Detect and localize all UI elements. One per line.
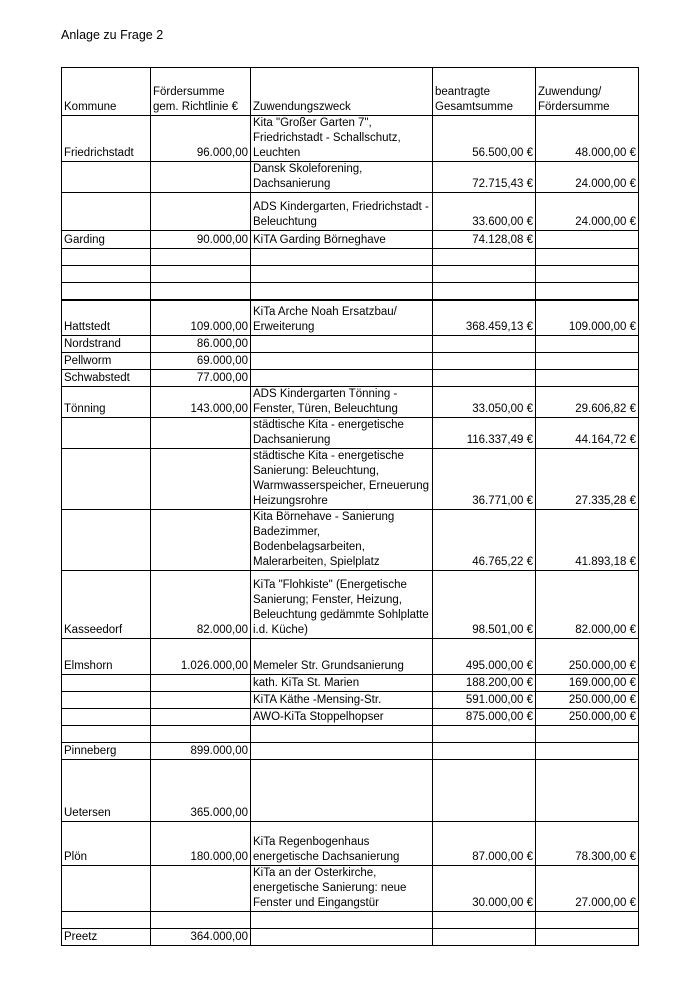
zuwendung-cell: 27.000,00 €	[536, 866, 639, 912]
table-row	[62, 336, 639, 353]
kommune-cell: Pellworm	[62, 353, 151, 370]
table-row	[62, 929, 639, 946]
table-header-row	[62, 68, 639, 116]
kommune-cell	[62, 418, 151, 449]
beantragte-summe-cell: 74.128,08 €	[433, 231, 536, 249]
header-zuwendung: Zuwendung/ Fördersumme	[536, 68, 639, 116]
beantragte-summe-cell: 368.459,13 €	[433, 300, 536, 336]
zuwendung-cell: 24.000,00 €	[536, 162, 639, 193]
table-row	[62, 370, 639, 387]
kommune-cell: Hattstedt	[62, 300, 151, 336]
zuwendung-cell	[536, 370, 639, 387]
zuwendung-cell: 82.000,00 €	[536, 571, 639, 639]
table-row	[62, 449, 639, 510]
kommune-cell	[62, 266, 151, 283]
header-zuwendungszweck: Zuwendungszweck	[251, 68, 433, 116]
foerdersumme-cell	[151, 675, 251, 692]
kommune-cell: Preetz	[62, 929, 151, 946]
foerdersumme-cell	[151, 449, 251, 510]
table-row	[62, 760, 639, 822]
beantragte-summe-cell	[433, 370, 536, 387]
beantragte-summe-cell: 33.050,00 €	[433, 387, 536, 418]
kommune-cell: Tönning	[62, 387, 151, 418]
kommune-cell: Pinneberg	[62, 743, 151, 760]
zuwendungszweck-cell: kath. KiTa St. Marien	[251, 675, 433, 692]
table-row	[62, 726, 639, 743]
foerdersumme-cell	[151, 283, 251, 300]
foerdersumme-cell	[151, 510, 251, 571]
table-row	[62, 675, 639, 692]
zuwendungszweck-cell: städtische Kita - energetische Dachsanierung	[251, 418, 433, 449]
zuwendung-cell: 250.000,00 €	[536, 639, 639, 675]
foerdersumme-cell: 96.000,00	[151, 116, 251, 162]
beantragte-summe-cell: 30.000,00 €	[433, 866, 536, 912]
foerdersumme-cell: 143.000,00	[151, 387, 251, 418]
zuwendungszweck-cell: ADS Kindergarten, Friedrichstadt - Beleuchtung	[251, 193, 433, 231]
table-row	[62, 510, 639, 571]
table-row	[62, 283, 639, 300]
table-row	[62, 231, 639, 249]
header-kommune: Kommune	[62, 68, 151, 116]
foerdersumme-cell: 82.000,00	[151, 571, 251, 639]
foerdersumme-cell: 77.000,00	[151, 370, 251, 387]
zuwendung-cell	[536, 929, 639, 946]
table-row	[62, 912, 639, 929]
zuwendung-cell	[536, 231, 639, 249]
beantragte-summe-cell	[433, 743, 536, 760]
table-row	[62, 639, 639, 675]
table-row	[62, 866, 639, 912]
beantragte-summe-cell: 33.600,00 €	[433, 193, 536, 231]
kommune-cell: Uetersen	[62, 760, 151, 822]
beantragte-summe-cell: 98.501,00 €	[433, 571, 536, 639]
kommune-cell: Friedrichstadt	[62, 116, 151, 162]
foerdersumme-cell	[151, 162, 251, 193]
zuwendung-cell: 44.164,72 €	[536, 418, 639, 449]
zuwendung-cell	[536, 912, 639, 929]
zuwendungszweck-cell: ADS Kindergarten Tönning - Fenster, Türen, Beleuchtung	[251, 387, 433, 418]
beantragte-summe-cell: 72.715,43 €	[433, 162, 536, 193]
header-foerdersumme: Fördersumme gem. Richtlinie €	[151, 68, 251, 116]
beantragte-summe-cell	[433, 726, 536, 743]
foerdersumme-cell: 364.000,00	[151, 929, 251, 946]
beantragte-summe-cell	[433, 336, 536, 353]
foerdersumme-cell	[151, 193, 251, 231]
foerdersumme-cell: 1.026.000,00	[151, 639, 251, 675]
zuwendungszweck-cell	[251, 283, 433, 300]
kommune-cell	[62, 510, 151, 571]
kommune-cell	[62, 162, 151, 193]
table-row	[62, 116, 639, 162]
zuwendungszweck-cell: Kita Börnehave - Sanierung Badezimmer, Bodenbelagsarbeiten, Malerarbeiten, Spielplatz	[251, 510, 433, 571]
funding-table	[61, 67, 639, 946]
zuwendungszweck-cell	[251, 336, 433, 353]
zuwendung-cell: 78.300,00 €	[536, 822, 639, 866]
zuwendung-cell	[536, 760, 639, 822]
beantragte-summe-cell	[433, 266, 536, 283]
kommune-cell	[62, 912, 151, 929]
zuwendung-cell: 48.000,00 €	[536, 116, 639, 162]
foerdersumme-cell	[151, 709, 251, 726]
table-row	[62, 300, 639, 336]
kommune-cell: Garding	[62, 231, 151, 249]
table-row	[62, 822, 639, 866]
beantragte-summe-cell: 188.200,00 €	[433, 675, 536, 692]
zuwendungszweck-cell	[251, 912, 433, 929]
kommune-cell: Nordstrand	[62, 336, 151, 353]
header-beantragte-gesamtsumme: beantragte Gesamtsumme	[433, 68, 536, 116]
kommune-cell: Schwabstedt	[62, 370, 151, 387]
zuwendung-cell	[536, 353, 639, 370]
zuwendungszweck-cell	[251, 266, 433, 283]
table-row	[62, 571, 639, 639]
zuwendung-cell: 29.606,82 €	[536, 387, 639, 418]
table-row	[62, 743, 639, 760]
foerdersumme-cell: 86.000,00	[151, 336, 251, 353]
beantragte-summe-cell: 875.000,00 €	[433, 709, 536, 726]
beantragte-summe-cell: 87.000,00 €	[433, 822, 536, 866]
zuwendung-cell	[536, 743, 639, 760]
zuwendung-cell	[536, 249, 639, 266]
zuwendung-cell	[536, 726, 639, 743]
beantragte-summe-cell	[433, 760, 536, 822]
zuwendungszweck-cell	[251, 370, 433, 387]
foerdersumme-cell: 899.000,00	[151, 743, 251, 760]
table-row	[62, 162, 639, 193]
zuwendungszweck-cell: städtische Kita - energetische Sanierung: Beleuchtung, Warmwasserspeicher, Erneuerung Heizungsrohre	[251, 449, 433, 510]
zuwendungszweck-cell: KiTa an der Osterkirche, energetische Sanierung: neue Fenster und Eingangstür	[251, 866, 433, 912]
table-row	[62, 193, 639, 231]
beantragte-summe-cell: 56.500,00 €	[433, 116, 536, 162]
foerdersumme-cell: 69.000,00	[151, 353, 251, 370]
beantragte-summe-cell	[433, 353, 536, 370]
foerdersumme-cell	[151, 418, 251, 449]
foerdersumme-cell	[151, 266, 251, 283]
zuwendungszweck-cell	[251, 726, 433, 743]
zuwendungszweck-cell: KiTa Regenbogenhaus energetische Dachsanierung	[251, 822, 433, 866]
zuwendungszweck-cell	[251, 743, 433, 760]
foerdersumme-cell: 180.000,00	[151, 822, 251, 866]
zuwendungszweck-cell	[251, 929, 433, 946]
kommune-cell	[62, 249, 151, 266]
table-row	[62, 266, 639, 283]
foerdersumme-cell	[151, 692, 251, 709]
table-row	[62, 387, 639, 418]
zuwendungszweck-cell: KiTA Käthe -Mensing-Str.	[251, 692, 433, 709]
page-header: Anlage zu Frage 2	[61, 28, 164, 42]
zuwendungszweck-cell	[251, 353, 433, 370]
zuwendungszweck-cell: KiTa "Flohkiste" (Energetische Sanierung; Fenster, Heizung, Beleuchtung gedämmte Sohlplatte i.d. Küche)	[251, 571, 433, 639]
beantragte-summe-cell: 495.000,00 €	[433, 639, 536, 675]
zuwendungszweck-cell	[251, 249, 433, 266]
table-row	[62, 353, 639, 370]
foerdersumme-cell: 90.000,00	[151, 231, 251, 249]
table-row	[62, 692, 639, 709]
kommune-cell	[62, 675, 151, 692]
kommune-cell	[62, 283, 151, 300]
beantragte-summe-cell: 591.000,00 €	[433, 692, 536, 709]
foerdersumme-cell	[151, 912, 251, 929]
table-row	[62, 709, 639, 726]
beantragte-summe-cell: 116.337,49 €	[433, 418, 536, 449]
foerdersumme-cell: 365.000,00	[151, 760, 251, 822]
zuwendung-cell: 169.000,00 €	[536, 675, 639, 692]
beantragte-summe-cell	[433, 249, 536, 266]
beantragte-summe-cell	[433, 929, 536, 946]
beantragte-summe-cell	[433, 283, 536, 300]
zuwendung-cell: 24.000,00 €	[536, 193, 639, 231]
kommune-cell: Elmshorn	[62, 639, 151, 675]
kommune-cell	[62, 866, 151, 912]
kommune-cell: Kasseedorf	[62, 571, 151, 639]
kommune-cell	[62, 726, 151, 743]
foerdersumme-cell	[151, 249, 251, 266]
zuwendung-cell	[536, 266, 639, 283]
kommune-cell	[62, 449, 151, 510]
beantragte-summe-cell: 46.765,22 €	[433, 510, 536, 571]
zuwendung-cell: 250.000,00 €	[536, 709, 639, 726]
kommune-cell	[62, 193, 151, 231]
beantragte-summe-cell	[433, 912, 536, 929]
zuwendungszweck-cell: Memeler Str. Grundsanierung	[251, 639, 433, 675]
zuwendung-cell	[536, 336, 639, 353]
kommune-cell	[62, 709, 151, 726]
zuwendungszweck-cell: Kita "Großer Garten 7", Friedrichstadt - Schallschutz, Leuchten	[251, 116, 433, 162]
zuwendung-cell: 41.893,18 €	[536, 510, 639, 571]
table-row	[62, 418, 639, 449]
zuwendungszweck-cell	[251, 760, 433, 822]
kommune-cell: Plön	[62, 822, 151, 866]
zuwendung-cell: 109.000,00 €	[536, 300, 639, 336]
zuwendungszweck-cell: Dansk Skoleforening, Dachsanierung	[251, 162, 433, 193]
zuwendung-cell: 27.335,28 €	[536, 449, 639, 510]
beantragte-summe-cell: 36.771,00 €	[433, 449, 536, 510]
zuwendungszweck-cell: KiTA Garding Börneghave	[251, 231, 433, 249]
kommune-cell	[62, 692, 151, 709]
zuwendung-cell	[536, 283, 639, 300]
zuwendungszweck-cell: AWO-KiTa Stoppelhopser	[251, 709, 433, 726]
foerdersumme-cell: 109.000,00	[151, 300, 251, 336]
zuwendung-cell: 250.000,00 €	[536, 692, 639, 709]
foerdersumme-cell	[151, 726, 251, 743]
foerdersumme-cell	[151, 866, 251, 912]
zuwendungszweck-cell: KiTa Arche Noah Ersatzbau/ Erweiterung	[251, 300, 433, 336]
table-row	[62, 249, 639, 266]
